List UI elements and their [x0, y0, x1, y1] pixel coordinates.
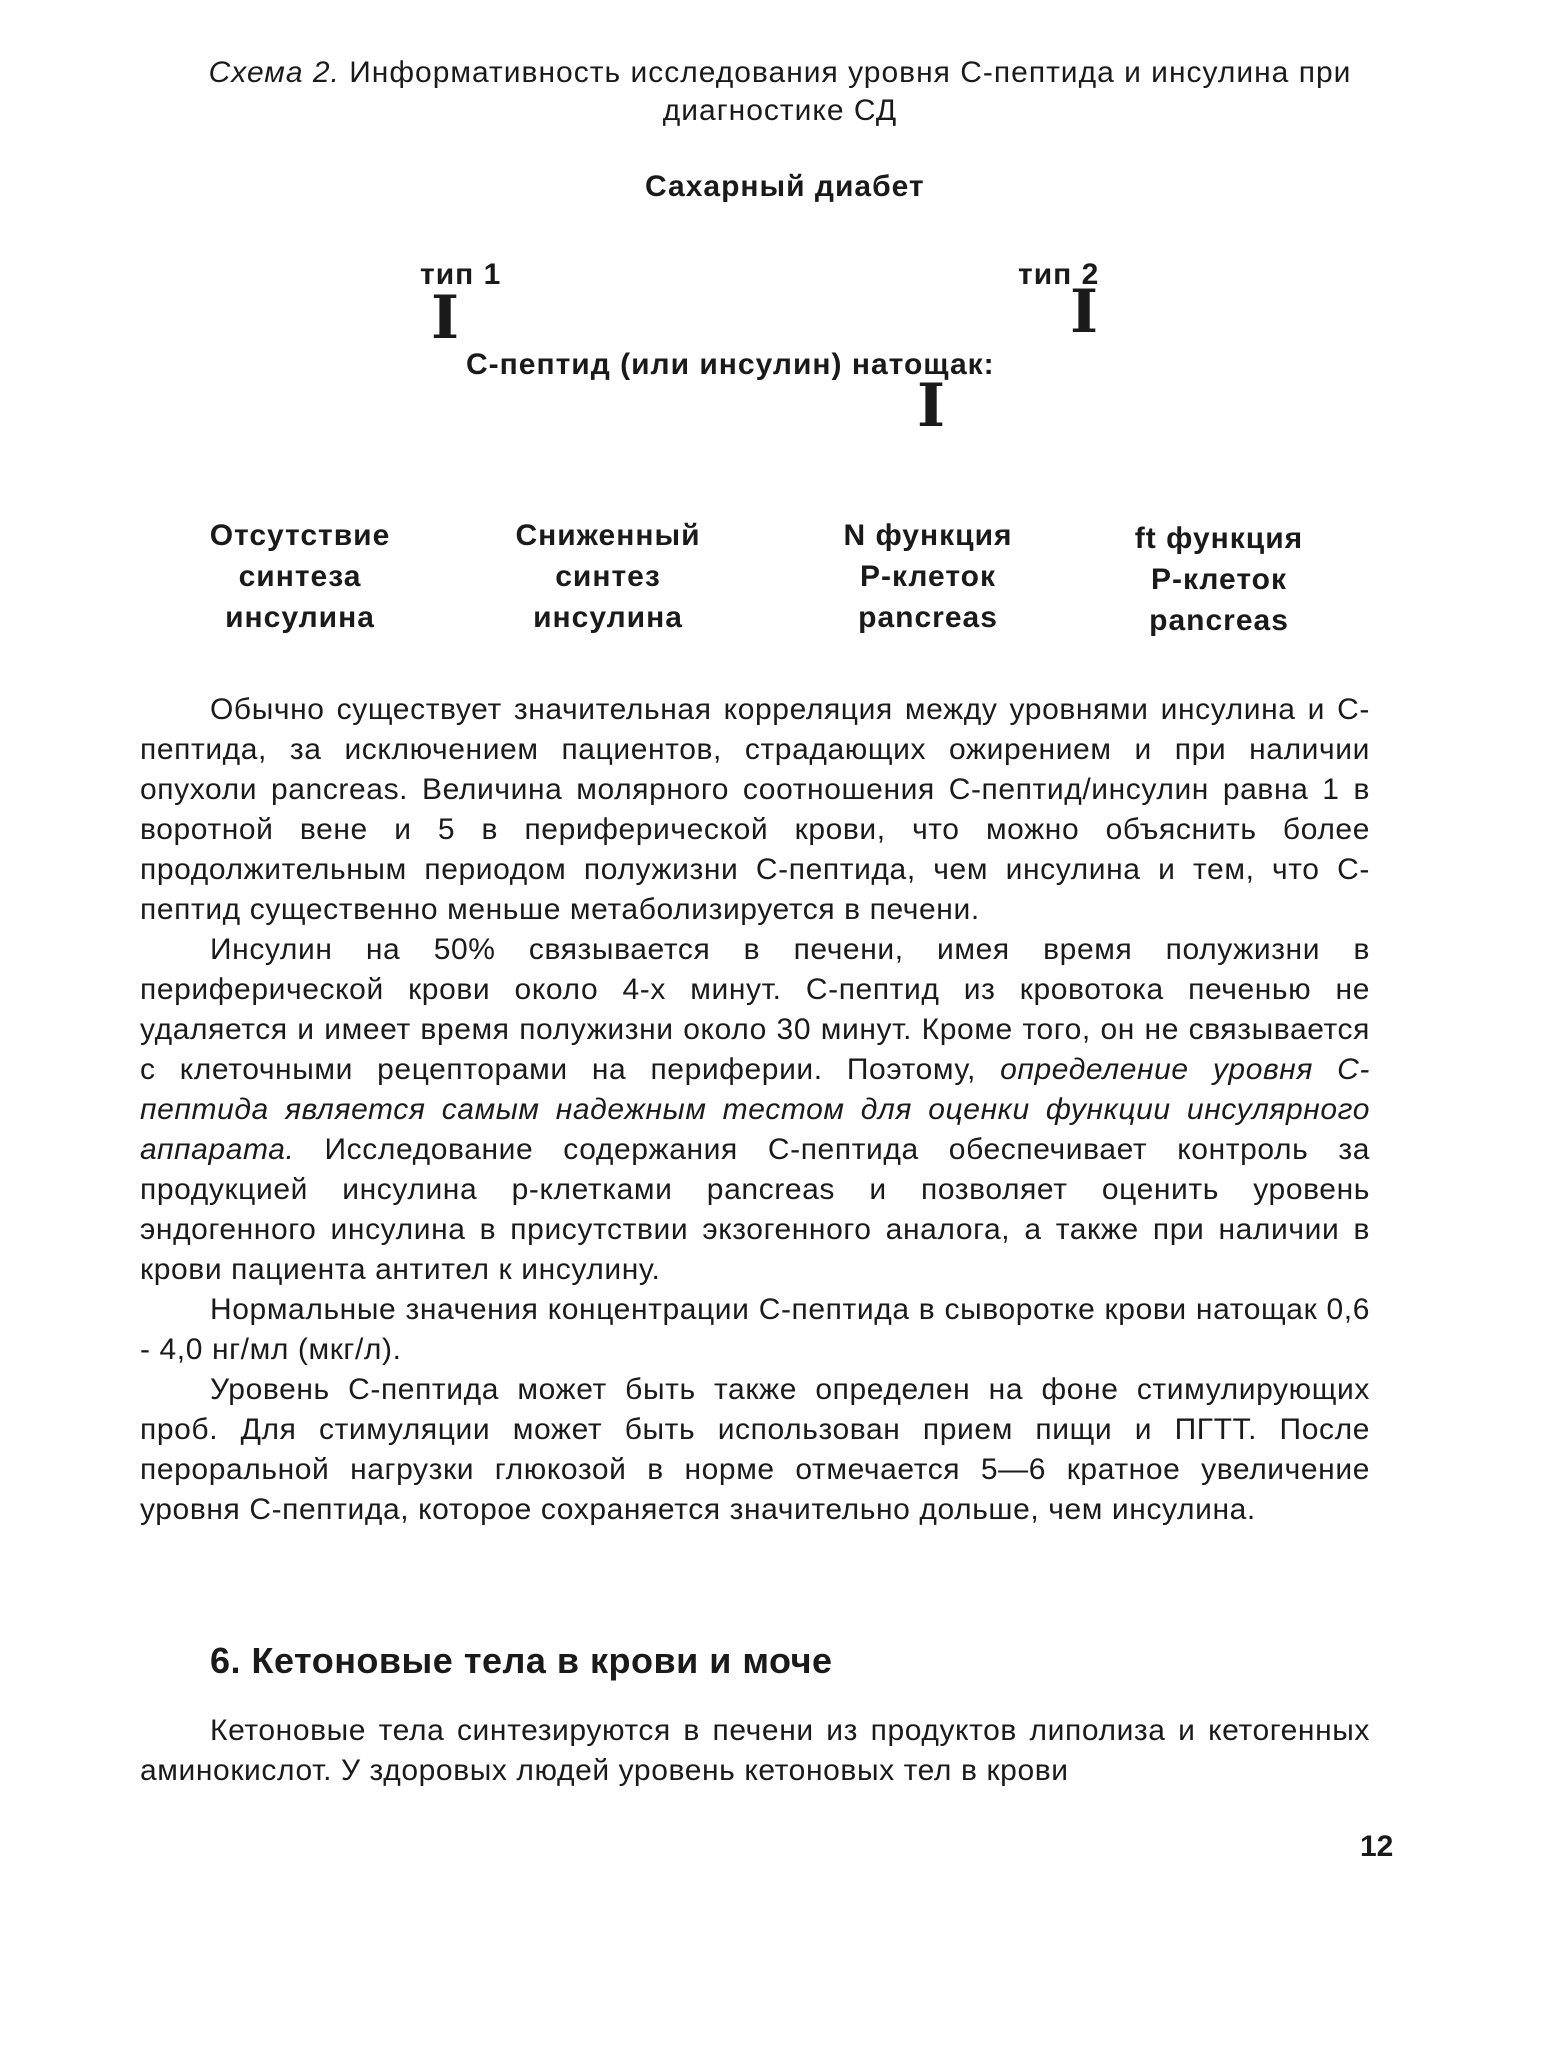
paragraph-stimulation: Уровень С-пептида может быть также определен на фоне стимулирующих проб. Для стимуляции может быть использован прием пищи и ПГТТ. После пероральной нагрузки глюкозой в норме отмечается 5—6 кратное увеличение уровня С-пептида, которое сохраняется значительно дольше, чем инсулина. [140, 1373, 1370, 1526]
connector-ibeam-type2: I [1070, 277, 1099, 347]
caption-text: Информативность исследования уровня С-пептида и инсулина при диагностике СД [339, 56, 1352, 127]
section-body [140, 1711, 1370, 1791]
section-heading: 6. Кетоновые тела в крови и моче [210, 1640, 833, 1681]
emphasis-text: определение уровня С-пептида является самым надежным тестом для оценки функции инсулярного аппарата. [140, 1053, 1371, 1166]
diagram-type2: тип 2 [1018, 258, 1100, 291]
outcome-normal-function: N функция Р-клеток pancreas [843, 519, 1013, 634]
connector-ibeam-middle: I [917, 371, 946, 441]
connector-ibeam-type1: I [431, 283, 460, 353]
caption-label: Схема 2. [208, 56, 340, 89]
diagram-type1: тип 1 [420, 258, 502, 291]
figure-caption [200, 54, 1360, 130]
paragraph-normal-values: Нормальные значения концентрации С-пептида в сыворотке крови натощак 0,6 - 4,0 нг/мл (мкг/л). [140, 1293, 1370, 1366]
body-text [140, 690, 1370, 1530]
outcome-absent-synthesis: Отсутствие синтеза инсулина [209, 519, 391, 634]
paragraph-ketone: Кетоновые тела синтезируются в печени из продуктов липолиза и кетогенных аминокислот. У здоровых людей уровень кетоновых тел в крови [140, 1714, 1370, 1787]
paragraph-correlation: Обычно существует значительная корреляция между уровнями инсулина и С-пептида, за исключением пациентов, страдающих ожирением и при наличии опухоли pancreas. Величина молярного соотношения С-пептид/инсулин равна 1 в воротной вене и 5 в периферической крови, что можно объяснить более продолжительным периодом полужизни С-пептида, чем инсулина и тем, что С-пептид существенно меньше метаболизируется в печени. [140, 693, 1370, 926]
outcome-increased-function: ft функция Р-клеток pancreas [1134, 522, 1304, 637]
page-number: 12 [1360, 1830, 1394, 1863]
diagram-middle: С-пептид (или инсулин) натощак: [466, 348, 995, 381]
outcome-reduced-synthesis: Сниженный синтез инсулина [515, 519, 701, 634]
paragraph-insulin-liver: Инсулин на 50% связывается в печени, имея время полужизни в периферической крови около 4-х минут. С-пептид из кровотока печенью не удаляется и имеет время полужизни около 30 минут. Кроме того, он не связывается с клеточными рецепторами на периферии. Поэтому, определение уровня С-пептида является самым надежным тестом для оценки функции инсулярного аппарата. Исследование содержания С-пептида обеспечивает контроль за продукцией инсулина р-клетками pancreas и позволяет оценить уровень эндогенного инсулина в присутствии экзогенного аналога, а также при наличии в крови пациента антител к инсулину. [140, 933, 1371, 1286]
diagram-root: Сахарный диабет [645, 170, 925, 203]
